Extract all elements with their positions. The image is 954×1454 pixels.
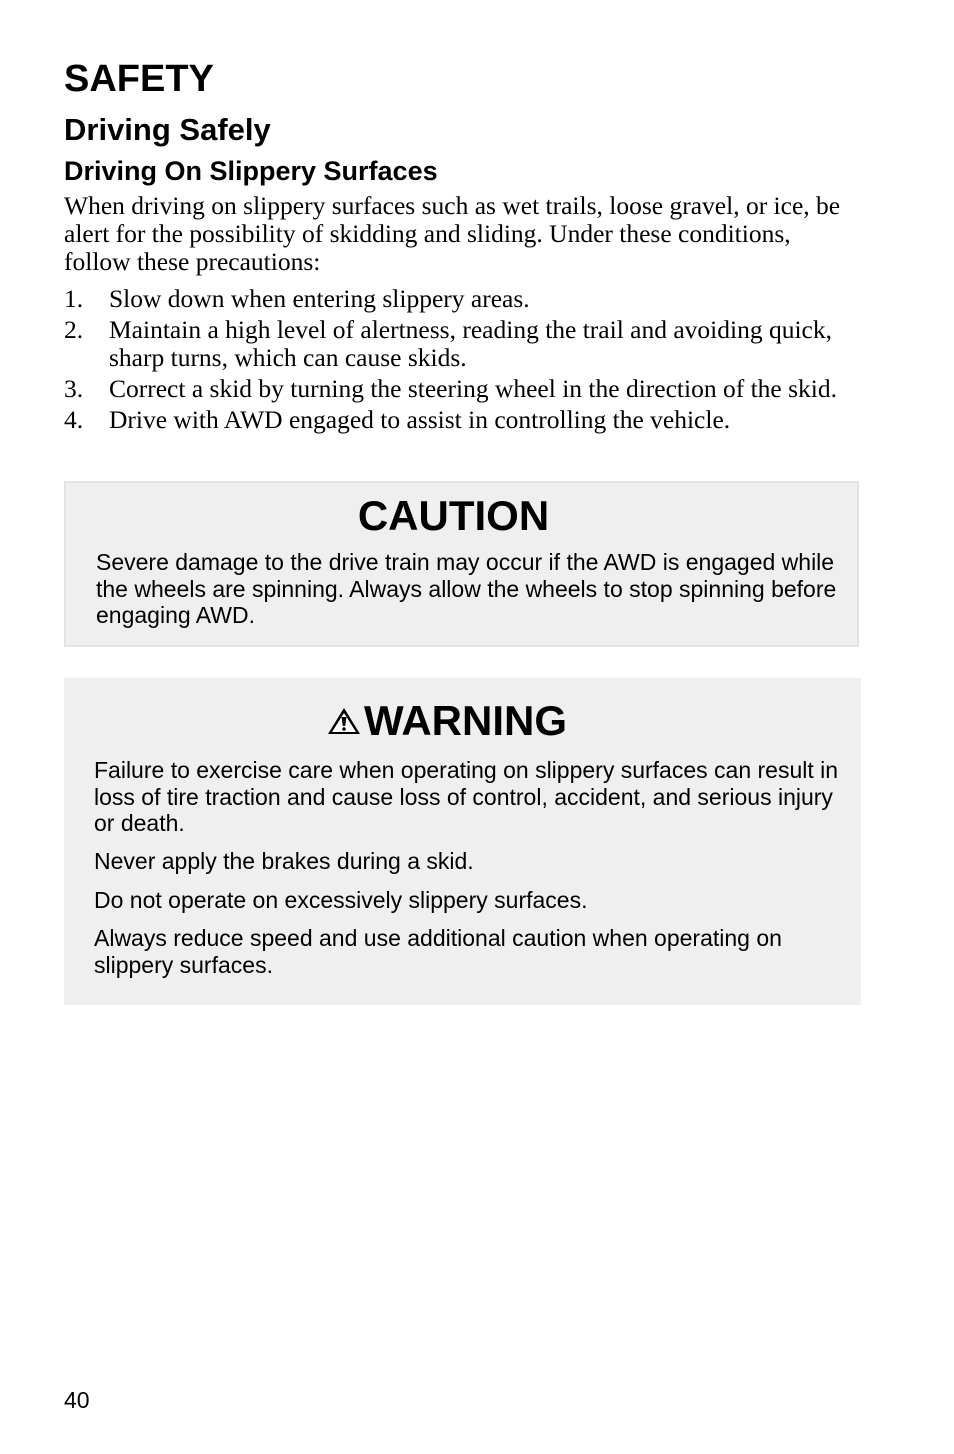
warning-paragraph: Never apply the brakes during a skid. [94,848,474,874]
subsection-heading: Driving Safely [64,112,271,147]
topic-heading: Driving On Slippery Surfaces [64,156,438,186]
section-heading: SAFETY [64,58,214,100]
list-item [64,316,854,372]
caution-text: Severe damage to the drive train may occur if the AWD is engaged while the wheels are spinning. Always allow the wheels to stop spinning before engaging AWD. [96,549,837,628]
intro-paragraph: When driving on slippery surfaces such as wet trails, loose gravel, or ice, be alert for the possibility of skidding and sliding. Under these conditions, follow these precautions: [64,191,841,276]
list-item [64,406,854,434]
list-item-number: 4. [64,405,84,434]
list-item-text: Drive with AWD engaged to assist in controlling the vehicle. [109,405,731,434]
page-number: 40 [64,1387,90,1413]
precautions-list [64,285,854,437]
list-item-text: Maintain a high level of alertness, reading the trail and avoiding quick, sharp turns, which can cause skids. [109,315,832,372]
list-item-number: 1. [64,284,84,313]
list-item-text: Slow down when entering slippery areas. [109,284,530,313]
warning-paragraph: Always reduce speed and use additional caution when operating on slippery surfaces. [94,925,782,978]
warning-box [64,678,861,1005]
list-item-number: 3. [64,374,84,403]
warning-triangle-icon [326,706,362,736]
caution-title: CAUTION [357,492,550,539]
warning-title: WARNING [364,697,567,744]
caution-box [64,481,859,647]
warning-heading [48,698,845,744]
list-item [64,375,854,403]
list-item-number: 2. [64,315,84,344]
list-item [64,285,854,313]
warning-paragraph: Do not operate on excessively slippery surfaces. [94,887,588,913]
warning-paragraph: Failure to exercise care when operating on slippery surfaces can result in loss of tire traction and cause loss of control, accident, and serious injury or death. [94,757,839,836]
list-item-text: Correct a skid by turning the steering wheel in the direction of the skid. [109,374,837,403]
